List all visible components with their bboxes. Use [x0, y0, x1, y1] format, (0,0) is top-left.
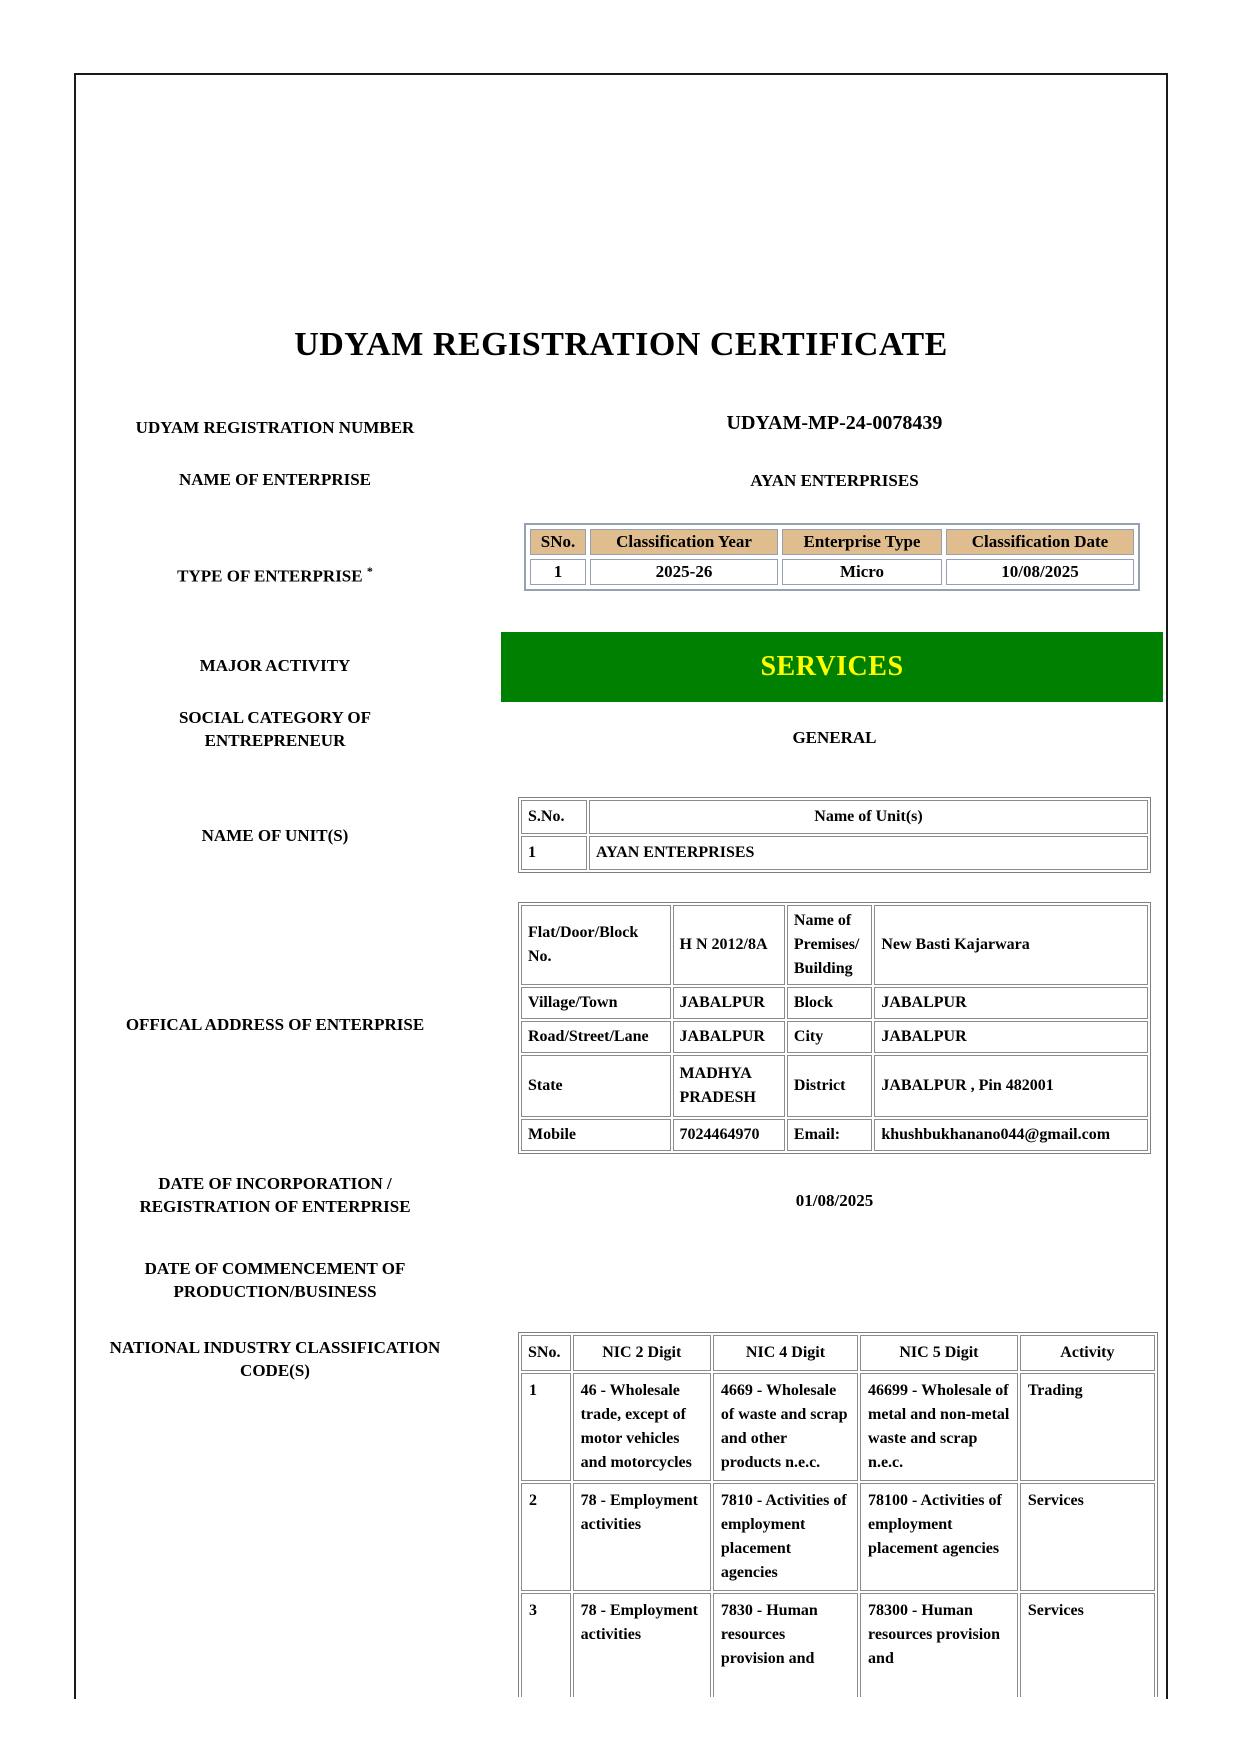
classification-table [524, 523, 1140, 591]
certificate-title: UDYAM REGISTRATION CERTIFICATE [294, 326, 948, 363]
address-label-mobile: Mobile [521, 1119, 671, 1151]
nic-4digit: 7810 - Activities of employment placement agencies [713, 1483, 858, 1591]
classification-header-type: Enterprise Type [782, 529, 942, 555]
nic-row [521, 1373, 1155, 1481]
address-value-block: JABALPUR [874, 987, 1148, 1019]
address-table [518, 902, 1151, 1154]
address-label-premises: Name of Premises/Building [787, 905, 872, 985]
asterisk-mark: * [366, 564, 373, 578]
address-value-state: MADHYA PRADESH [673, 1055, 785, 1117]
nic-4digit: 4669 - Wholesale of waste and scrap and other products n.e.c. [713, 1373, 858, 1481]
nic-header-row [521, 1335, 1155, 1371]
enterprise-name-label: NAME OF ENTERPRISE [178, 470, 372, 489]
nic-table-clip [518, 1332, 1166, 1697]
major-activity-value: SERVICES [760, 651, 904, 682]
classification-sno: 1 [530, 559, 586, 585]
nic-2digit: 78 - Employment activities [573, 1483, 711, 1591]
nic-row [521, 1483, 1155, 1591]
address-label-block: Block [787, 987, 872, 1019]
units-header-name: Name of Unit(s) [589, 800, 1148, 834]
address-label-city: City [787, 1021, 872, 1053]
units-table [518, 797, 1151, 873]
classification-data-row [530, 559, 1134, 585]
nic-sno: 3 [521, 1593, 571, 1697]
classification-year: 2025-26 [590, 559, 778, 585]
address-value-road: JABALPUR [673, 1021, 785, 1053]
nic-5digit: 46699 - Wholesale of metal and non-metal waste and scrap n.e.c. [860, 1373, 1018, 1481]
major-activity-banner [501, 632, 1163, 702]
nic-2digit: 78 - Employment activities [573, 1593, 711, 1697]
nic-header-4digit: NIC 4 Digit [713, 1335, 858, 1371]
address-value-village: JABALPUR [673, 987, 785, 1019]
address-row [521, 1119, 1148, 1151]
address-value-flat: H N 2012/8A [673, 905, 785, 985]
incorporation-date-value: 01/08/2025 [795, 1191, 874, 1210]
unit-name: AYAN ENTERPRISES [589, 836, 1148, 870]
nic-5digit: 78100 - Activities of employment placement agencies [860, 1483, 1018, 1591]
address-row [521, 987, 1148, 1019]
classification-header-sno: SNo. [530, 529, 586, 555]
nic-sno: 1 [521, 1373, 571, 1481]
nic-header-sno: SNo. [521, 1335, 571, 1371]
address-label-village: Village/Town [521, 987, 671, 1019]
major-activity-label: MAJOR ACTIVITY [199, 656, 351, 675]
classification-header-row [530, 529, 1134, 555]
enterprise-name-value: AYAN ENTERPRISES [750, 471, 919, 490]
nic-activity: Services [1020, 1593, 1155, 1697]
nic-header-2digit: NIC 2 Digit [573, 1335, 711, 1371]
nic-table [518, 1332, 1158, 1697]
address-value-city: JABALPUR [874, 1021, 1148, 1053]
address-label-road: Road/Street/Lane [521, 1021, 671, 1053]
classification-header-date: Classification Date [946, 529, 1134, 555]
address-value-mobile: 7024464970 [673, 1119, 785, 1151]
nic-activity: Services [1020, 1483, 1155, 1591]
nic-label: NATIONAL INDUSTRY CLASSIFICATION CODE(S) [109, 1338, 441, 1380]
units-header-sno: S.No. [521, 800, 587, 834]
official-address-label: OFFICAL ADDRESS OF ENTERPRISE [125, 1015, 425, 1034]
address-value-email: khushbukhanano044@gmail.com [874, 1119, 1148, 1151]
address-label-flat: Flat/Door/Block No. [521, 905, 671, 985]
units-header-row [521, 800, 1148, 834]
nic-sno: 2 [521, 1483, 571, 1591]
address-label-email: Email: [787, 1119, 872, 1151]
registration-number-value: UDYAM-MP-24-0078439 [726, 412, 943, 434]
social-category-value: GENERAL [792, 728, 877, 747]
address-row [521, 1021, 1148, 1053]
incorporation-date-label: DATE OF INCORPORATION / REGISTRATION OF ENTERPRISE [139, 1174, 411, 1216]
classification-header-year: Classification Year [590, 529, 778, 555]
address-label-district: District [787, 1055, 872, 1117]
address-value-district: JABALPUR , Pin 482001 [874, 1055, 1148, 1117]
address-row [521, 905, 1148, 985]
nic-row [521, 1593, 1155, 1697]
units-label: NAME OF UNIT(S) [201, 826, 349, 845]
address-label-state: State [521, 1055, 671, 1117]
social-category-label: SOCIAL CATEGORY OF ENTREPRENEUR [178, 708, 372, 750]
address-row [521, 1055, 1148, 1117]
unit-sno: 1 [521, 836, 587, 870]
nic-2digit: 46 - Wholesale trade, except of motor vehicles and motorcycles [573, 1373, 711, 1481]
classification-type: Micro [782, 559, 942, 585]
nic-4digit: 7830 - Human resources provision and [713, 1593, 858, 1697]
registration-number-label: UDYAM REGISTRATION NUMBER [135, 418, 415, 437]
nic-header-activity: Activity [1020, 1335, 1155, 1371]
nic-header-5digit: NIC 5 Digit [860, 1335, 1018, 1371]
enterprise-type-label: TYPE OF ENTERPRISE * [177, 564, 373, 586]
address-value-premises: New Basti Kajarwara [874, 905, 1148, 985]
nic-activity: Trading [1020, 1373, 1155, 1481]
nic-5digit: 78300 - Human resources provision and [860, 1593, 1018, 1697]
commencement-date-label: DATE OF COMMENCEMENT OF PRODUCTION/BUSINESS [144, 1259, 406, 1301]
units-data-row [521, 836, 1148, 870]
classification-date: 10/08/2025 [946, 559, 1134, 585]
